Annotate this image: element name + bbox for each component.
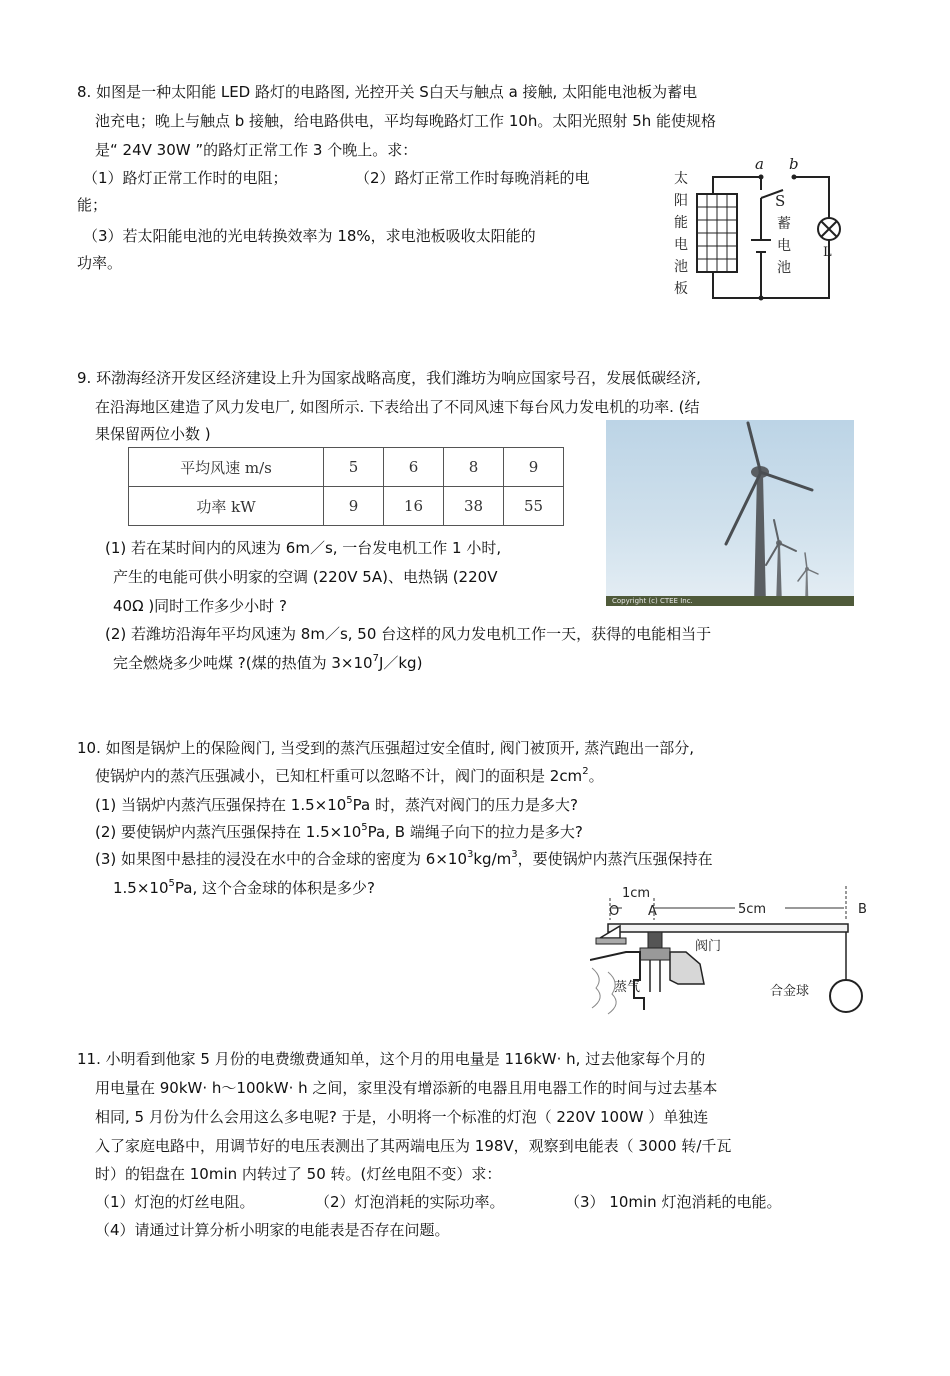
- label-a: a: [755, 155, 764, 173]
- wind-turbine-icon: [606, 420, 854, 606]
- q11-line1: 11. 小明看到他家 5 月份的电费缴费通知单，这个月的用电量是 116kW· h, 过去他家每个月的: [77, 1050, 706, 1068]
- q9-sub2-line1: (2) 若潍坊沿海年平均风速为 8m／s, 50 台这样的风力发电机工作一天，获得的电能相当于: [105, 625, 712, 643]
- label-steam: 蒸气: [614, 980, 641, 995]
- label-5cm: 5cm: [738, 902, 767, 917]
- table-cell: 5: [324, 448, 384, 487]
- label-alloy-ball: 合金球: [770, 984, 810, 999]
- table-row: [129, 487, 564, 526]
- q8-sub1: （1）路灯正常工作时的电阻；: [83, 169, 288, 187]
- panel-char: 电: [674, 237, 688, 253]
- battery-char: 电: [777, 238, 791, 254]
- q8-sub3-cont: 功率。: [77, 254, 123, 272]
- table-cell: 16: [384, 487, 444, 526]
- q9-sub1-line2: 产生的电能可供小明家的空调 (220V 5A)、电热锅 (220V: [113, 568, 498, 586]
- label-valve: 阀门: [695, 939, 722, 954]
- panel-char: 阳: [674, 193, 688, 209]
- q10-sub3: (3) 如果图中悬挂的浸没在水中的合金球的密度为 $6\times 10^3kg/m^3$，要使锅炉内蒸汽压强保持在: [95, 849, 713, 868]
- table-cell: 9: [324, 487, 384, 526]
- q10-line1: 10. 如图是锅炉上的保险阀门, 当受到的蒸汽压强超过安全值时, 阀门被顶开, 蒸汽跑出一部分,: [77, 739, 695, 757]
- label-1cm: 1cm: [622, 886, 651, 901]
- label-l: L: [823, 245, 832, 260]
- q9-sub2-line2: 完全燃烧多少吨煤 ?(煤的热值为 $3\times 10^7J/kg$): [113, 653, 423, 672]
- q11-line4: 入了家庭电路中，用调节好的电压表测出了其两端电压为 198V，观察到电能表（ 3000 转/千瓦: [95, 1137, 732, 1155]
- q8-sub3: （3）若太阳能电池的光电转换效率为 18%，求电池板吸收太阳能的: [83, 227, 536, 245]
- battery-char: 池: [777, 260, 791, 276]
- panel-char: 池: [674, 259, 688, 275]
- table-header-cell: 功率 kW: [129, 487, 324, 526]
- q8-sub2-cont: 能；: [77, 196, 108, 214]
- label-s: S: [775, 192, 786, 210]
- table-cell: 9: [504, 448, 564, 487]
- boiler-valve-diagram: [590, 880, 875, 1020]
- q8-line1: 8. 如图是一种太阳能 LED 路灯的电路图, 光控开关 S白天与触点 a 接触, 太阳能电池板为蓄电: [77, 83, 698, 101]
- table-header-cell: 平均风速 m/s: [129, 448, 324, 487]
- q8-sub2: （2）路灯正常工作时每晚消耗的电: [355, 169, 590, 187]
- q11-sub4: （4）请通过计算分析小明家的电能表是否存在问题。: [95, 1221, 450, 1239]
- q9-line3: 果保留两位小数 ): [95, 425, 211, 443]
- label-b: b: [789, 155, 799, 173]
- table-cell: 38: [444, 487, 504, 526]
- q9-sub1-line1: (1) 若在某时间内的风速为 6m／s, 一台发电机工作 1 小时,: [105, 539, 502, 557]
- table-cell: 6: [384, 448, 444, 487]
- q9-sub1-line3: 40Ω )同时工作多少小时 ?: [113, 597, 287, 615]
- label-o: O: [609, 904, 620, 919]
- photo-caption: Copyright (c) CTEE Inc.: [612, 597, 693, 605]
- label-b: B: [858, 902, 867, 917]
- q10-sub1: (1) 当锅炉内蒸汽压强保持在 $1.5\times 10^5Pa$ 时，蒸汽对阀门的压力是多大?: [95, 795, 578, 814]
- q10-sub2: (2) 要使锅炉内蒸汽压强保持在 $1.5\times 10^5Pa$, B 端绳子向下的拉力是多大?: [95, 822, 583, 841]
- q9-line2: 在沿海地区建造了风力发电厂, 如图所示. 下表给出了不同风速下每台风力发电机的功率. (结: [95, 398, 700, 416]
- panel-char: 太: [674, 171, 688, 187]
- label-a: A: [648, 904, 657, 919]
- panel-char: 能: [674, 215, 688, 231]
- battery-char: 蓄: [777, 216, 791, 232]
- q11-sub2: （2）灯泡消耗的实际功率。: [315, 1193, 505, 1211]
- solar-circuit-diagram: [665, 150, 860, 310]
- q11-line3: 相同, 5 月份为什么会用这么多电呢? 于是，小明将一个标准的灯泡（ 220V 100W ）单独连: [95, 1108, 709, 1126]
- table-cell: 8: [444, 448, 504, 487]
- table-row: [129, 448, 564, 487]
- wind-turbine-photo: [606, 420, 854, 606]
- q9-line1: 9. 环渤海经济开发区经济建设上升为国家战略高度，我们潍坊为响应国家号召，发展低碳经济,: [77, 369, 701, 387]
- q8-line3: 是“ 24V 30W ”的路灯正常工作 3 个晚上。求：: [95, 141, 418, 159]
- q10-line2: 使锅炉内的蒸汽压强减小，已知杠杆重可以忽略不计，阀门的面积是 $2cm^2$。: [95, 766, 604, 785]
- q11-sub3: （3） 10min 灯泡消耗的电能。: [565, 1193, 782, 1211]
- q11-line5: 时）的铝盘在 10min 内转过了 50 转。(灯丝电阻不变）求：: [95, 1165, 502, 1183]
- q10-sub3-cont: $1.5\times 10^5Pa$, 这个合金球的体积是多少?: [113, 878, 375, 897]
- wind-power-table: [128, 447, 564, 526]
- q11-sub1: （1）灯泡的灯丝电阻。: [95, 1193, 255, 1211]
- q8-line2: 池充电；晚上与触点 b 接触，给电路供电，平均每晚路灯工作 10h。太阳光照射 5h 能使规格: [95, 112, 717, 130]
- table-cell: 55: [504, 487, 564, 526]
- panel-char: 板: [674, 281, 688, 297]
- q11-line2: 用电量在 90kW· h～100kW· h 之间，家里没有增添新的电器且用电器工作的时间与过去基本: [95, 1079, 718, 1097]
